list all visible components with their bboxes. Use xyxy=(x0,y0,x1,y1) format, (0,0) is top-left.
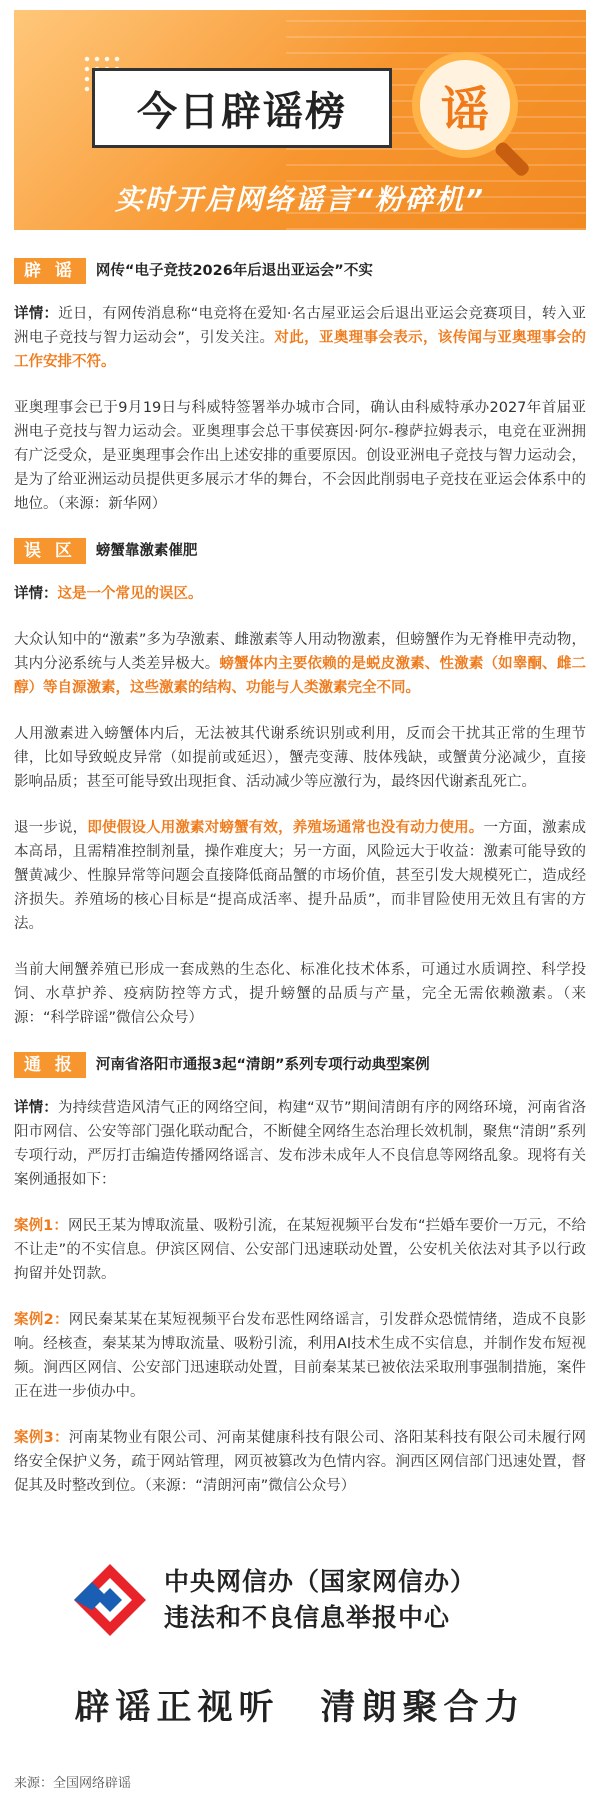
highlight-text: 对此，亚奥理事会表示，该传闻与亚奥理事会的工作安排不符。 xyxy=(14,330,587,370)
source-credit: 来源：全国网络辟谣 xyxy=(14,1776,132,1791)
paragraph-text: 近日，有网传消息称“电竞将在爱知·名古屋亚运会后退出亚运会竞赛项目，转入亚洲电子竞技与智力运动会”，引发关注。 xyxy=(14,306,586,346)
magnifier-badge-char: 谣 xyxy=(440,81,489,138)
detail-label: 详情： xyxy=(14,586,58,602)
paragraph xyxy=(14,302,586,374)
case-label: 案例3： xyxy=(14,1430,69,1446)
case-label: 案例2： xyxy=(14,1312,69,1328)
paragraph-text: 为持续营造风清气正的网络空间，构建“双节”期间清朗有序的网络环境，河南省洛阳市网信、公安等部门强化联动配合，不断健全网络生态治理长效机制，聚焦“清朗”系列专项行动，严厉打击编造传播网络谣言、发布涉未成年人不良信息等网络乱象。现将有关案例通报如下： xyxy=(14,1100,586,1188)
report-center-emblem-icon xyxy=(70,1560,150,1640)
highlight-text: 螃蟹体内主要依赖的是蜕皮激素、性激素（如睾酮、雌二醇）等自源激素，这些激素的结构、功能与人类激素完全不同。 xyxy=(14,656,587,696)
magnifier-handle xyxy=(493,140,531,178)
paragraph xyxy=(14,816,586,936)
section-tag: 通 报 xyxy=(14,1052,86,1078)
section-header-misconception xyxy=(14,538,586,564)
highlight-text: 这是一个常见的误区。 xyxy=(57,586,203,602)
section-header-debunk xyxy=(14,258,586,284)
case-text: 河南某物业有限公司、河南某健康科技有限公司、洛阳某科技有限公司未履行网络安全保护义务，疏于网站管理，网页被篡改为色情内容。涧西区网信部门迅速处置，督促其及时整改到位。（来源：“清朗河南”微信公众号） xyxy=(14,1430,587,1494)
paragraph xyxy=(14,628,586,700)
case-label: 案例1： xyxy=(14,1218,68,1234)
paragraph: 亚奥理事会已于9月19日与科威特签署举办城市合同，确认由科威特承办2027年首届亚洲电子竞技与智力运动会。亚奥理事会总干事侯赛因·阿尔-穆萨拉姆表示，电竞在亚洲拥有广泛受众，是亚奥理事会作出上述安排的重要原因。创设亚洲电子竞技与智力运动会，是为了给亚洲运动员提供更多展示才华的舞台，不会因此削弱电子竞技在亚运会体系中的地位。（来源：新华网） xyxy=(14,400,586,512)
case-paragraph xyxy=(14,1308,586,1404)
section-title: 河南省洛阳市通报3起“清朗”系列专项行动典型案例 xyxy=(95,1057,430,1073)
org-line-2: 违法和不良信息举报中心 xyxy=(164,1603,451,1632)
org-line-1: 中央网信办（国家网信办） xyxy=(164,1567,477,1596)
paragraph: 当前大闸蟹养殖已形成一套成熟的生态化、标准化技术体系，可通过水质调控、科学投饲、水草护养、疫病防控等方式，提升螃蟹的品质与产量，完全无需依赖激素。（来源：“科学辟谣”微信公众号） xyxy=(14,962,586,1026)
section-tag: 辟 谣 xyxy=(14,258,86,284)
slogan: 辟谣正视听 清朗聚合力 xyxy=(74,1688,526,1728)
report-center-name xyxy=(164,1564,476,1636)
paragraph xyxy=(14,582,586,606)
case-paragraph xyxy=(14,1426,586,1498)
magnifier-icon xyxy=(412,52,538,178)
section-title: 螃蟹靠激素催肥 xyxy=(95,543,198,559)
section-header-notice xyxy=(14,1052,586,1078)
paragraph-text: 大众认知中的“激素”多为孕激素、雌激素等人用动物激素，但螃蟹作为无脊椎甲壳动物，其内分泌系统与人类差异极大。 xyxy=(14,632,586,672)
case-paragraph xyxy=(14,1214,586,1286)
detail-label: 详情： xyxy=(14,1100,58,1116)
banner-title: 今日辟谣榜 xyxy=(137,88,347,135)
section-tag: 误 区 xyxy=(14,538,86,564)
paragraph: 人用激素进入螃蟹体内后，无法被其代谢系统识别或利用，反而会干扰其正常的生理节律，比如导致蜕皮异常（如提前或延迟），蟹壳变薄、肢体残缺，或蟹黄分泌减少，直接影响品质；甚至可能导致出现拒食、活动减少等应激行为，最终因代谢紊乱死亡。 xyxy=(14,726,586,790)
header-banner xyxy=(14,10,586,230)
section-title: 网传“电子竞技2026年后退出亚运会”不实 xyxy=(95,263,373,279)
article-body xyxy=(14,258,586,1520)
paragraph-text: 退一步说， xyxy=(14,820,88,836)
report-center-logo xyxy=(70,1560,530,1640)
banner-subtitle: 实时开启网络谣言“粉碎机” xyxy=(114,183,486,216)
detail-label: 详情： xyxy=(14,306,59,322)
paragraph-text: 一方面，激素成本高昂，且需精准控制剂量，操作难度大；另一方面，风险远大于收益：激素可能导致的蟹黄减少、性腺异常等问题会直接降低商品蟹的市场价值，甚至引发大规模死亡，造成经济损失。养殖场的核心目标是“提高成活率、提升品质”，而非冒险使用无效且有害的方法。 xyxy=(14,820,587,932)
highlight-text: 即使假设人用激素对螃蟹有效，养殖场通常也没有动力使用。 xyxy=(87,820,484,836)
banner-title-box xyxy=(92,68,392,148)
paragraph xyxy=(14,1096,586,1192)
case-text: 网民秦某某在某短视频平台发布恶性网络谣言，引发群众恐慌情绪，造成不良影响。经核查，秦某某为博取流量、吸粉引流，利用AI技术生成不实信息，并制作发布短视频。涧西区网信、公安部门迅速联动处置，目前秦某某已被依法采取刑事强制措施，案件正在进一步侦办中。 xyxy=(14,1312,587,1400)
case-text: 网民王某为博取流量、吸粉引流，在某短视频平台发布“拦婚车要价一万元，不给不让走”的不实信息。伊滨区网信、公安部门迅速联动处置，公安机关依法对其予以行政拘留并处罚款。 xyxy=(14,1218,586,1282)
